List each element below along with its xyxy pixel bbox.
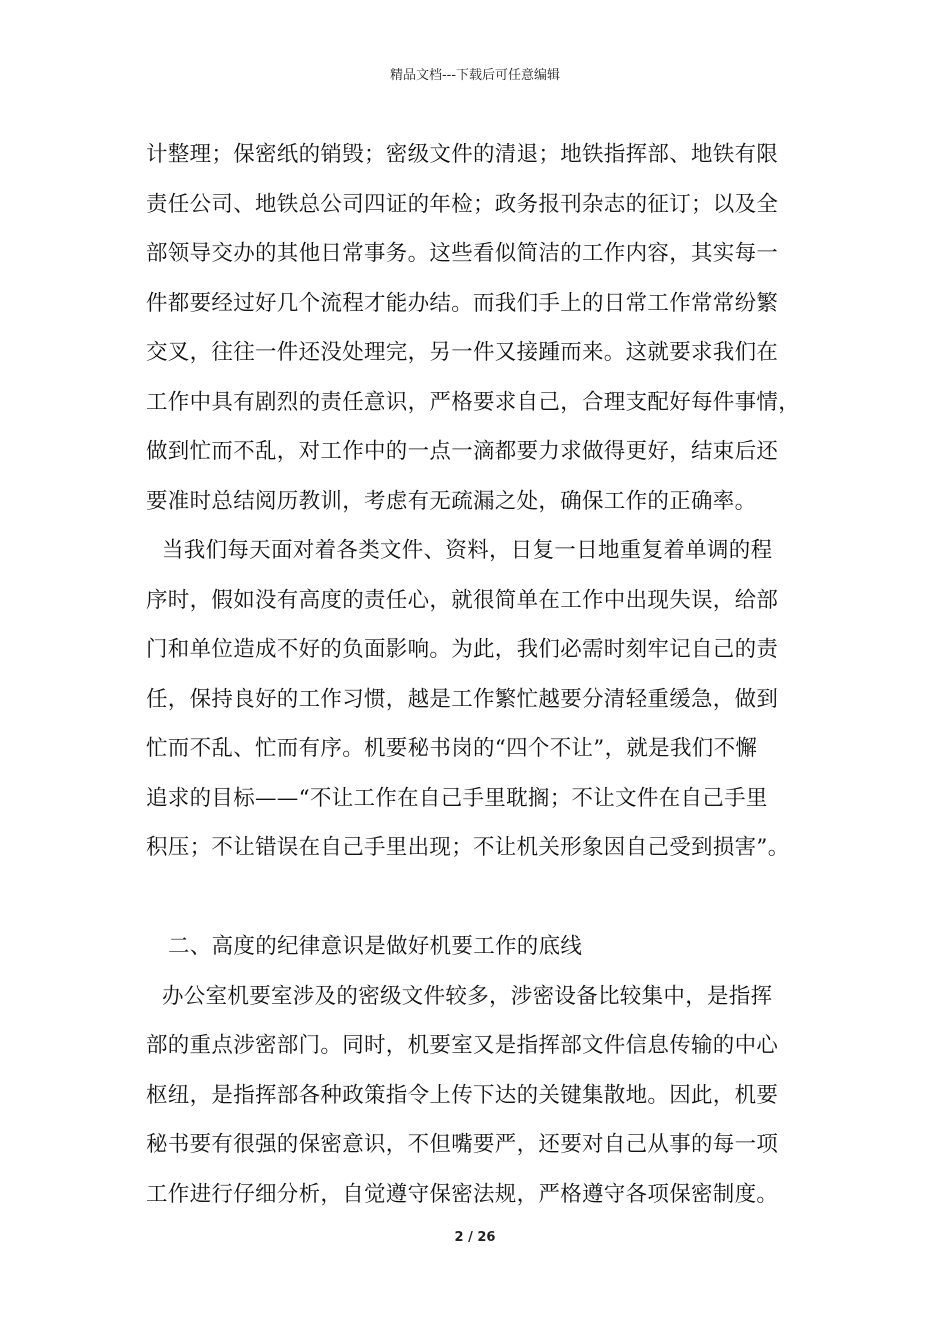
- text-line: 交叉，往往一件还没处理完，另一件又接踵而来。这就要求我们在: [146, 340, 779, 365]
- text-line: 计整理；保密纸的销毁；密级文件的清退；地铁指挥部、地铁有限: [146, 142, 779, 167]
- paragraph-3: [146, 972, 811, 1220]
- text-line: 积压；不让错误在自己手里出现；不让机关形象因自己受到损害”。: [146, 835, 790, 860]
- text-line: 工作中具有剧烈的责任意识，严格要求自己，合理支配好每件事情，: [146, 389, 801, 415]
- paragraph-1: [146, 130, 811, 526]
- text-line: 门和单位造成不好的负面影响。为此，我们必需时刻牢记自己的责: [146, 637, 779, 662]
- paragraph-2: [146, 526, 811, 873]
- text-line: 做到忙而不乱，对工作中的一点一滴都要力求做得更好，结束后还: [146, 439, 779, 464]
- text-line: 序时，假如没有高度的责任心，就很简单在工作中出现失误，给部: [146, 587, 779, 613]
- text-line: 当我们每天面对着各类文件、资料，日复一日地重复着单调的程: [162, 538, 773, 563]
- text-line: 忙而不乱、忙而有序。机要秘书岗的“四个不让”，就是我们不懈: [146, 736, 758, 761]
- blank-line: [146, 873, 811, 923]
- text-line: 枢纽，是指挥部各种政策指令上传下达的关键集散地。因此，机要: [146, 1082, 779, 1108]
- text-line: 任，保持良好的工作习惯，越是工作繁忙越要分清轻重缓急，做到: [146, 686, 779, 712]
- text-line: 责任公司、地铁总公司四证的年检；政务报刊杂志的征订；以及全: [146, 191, 779, 217]
- text-line: 追求的目标——“不让工作在自己手里耽搁；不让文件在自己手里: [146, 785, 768, 811]
- text-line: 要准时总结阅历教训，考虑有无疏漏之处，确保工作的正确率。: [146, 488, 757, 514]
- text-line: 秘书要有很强的保密意识，不但嘴要严，还要对自己从事的每一项: [146, 1132, 779, 1157]
- text-line: 工作进行仔细分析，自觉遵守保密法规，严格遵守各项保密制度。: [146, 1181, 779, 1207]
- page-number: 2 / 26: [454, 1230, 496, 1245]
- text-line: 件都要经过好几个流程才能办结。而我们手上的日常工作常常纷繁: [146, 290, 779, 316]
- text-line: 部的重点涉密部门。同时，机要室又是指挥部文件信息传输的中心: [146, 1033, 779, 1058]
- section-heading: 二、高度的纪律意识是做好机要工作的底线: [168, 934, 583, 959]
- document-body: [146, 130, 811, 1219]
- text-line: 办公室机要室涉及的密级文件较多，涉密设备比较集中，是指挥: [162, 983, 773, 1009]
- text-line: 部领导交办的其他日常事务。这些看似简洁的工作内容，其实每一: [146, 241, 779, 266]
- page-header: 精品文档---下载后可任意编辑: [389, 68, 561, 83]
